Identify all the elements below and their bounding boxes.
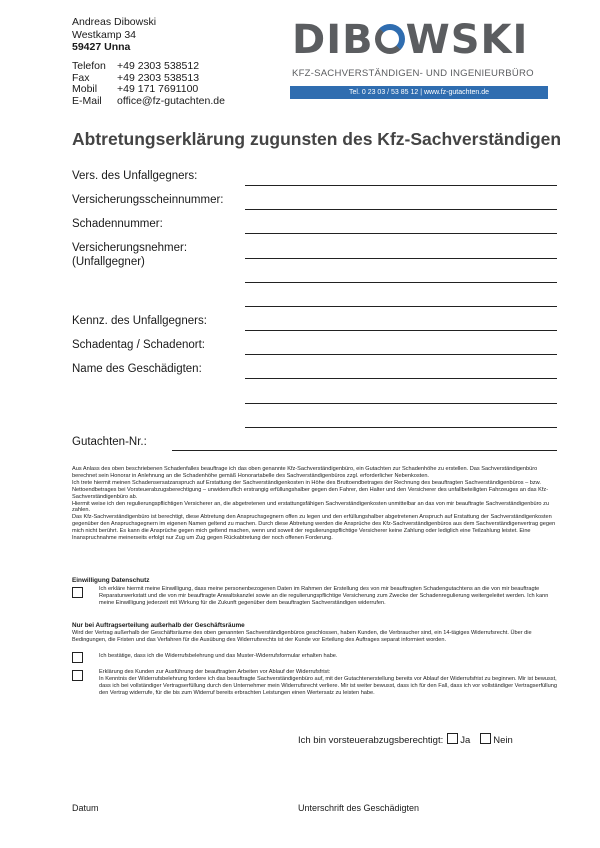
- sender-name: Andreas Dibowski: [72, 16, 157, 28]
- contact-fax: Fax +49 2303 538513: [72, 71, 200, 84]
- signature-label: Unterschrift des Geschädigten: [298, 803, 420, 813]
- field-line-insurer[interactable]: [245, 185, 557, 186]
- paragraph-commission: Aus Anlass des oben beschriebenen Schadenfalles beauftrage ich das oben genannte Kfz-Sachverständigenbüro, ein Gutachten zur Schadenhöhe zu erstellen. Das Sachverständigenbüro berechnet sein Honorar in Anlehnung an die Schadenhöhe gemäß Honorartabelle des Sachverständigenbüros zzgl. erforderlicher Nebenkosten.: [72, 466, 538, 479]
- field-line-injured-name-2[interactable]: [245, 403, 557, 404]
- early-start-text: [99, 669, 557, 697]
- field-label-insurer: Vers. des Unfallgegners:: [72, 170, 198, 182]
- field-line-policyholder-3[interactable]: [245, 306, 557, 307]
- field-line-injured-name-1[interactable]: [245, 378, 557, 379]
- field-label-claim-number: Schadennummer:: [72, 218, 163, 230]
- consent-checkbox[interactable]: [72, 587, 83, 598]
- sender-street: Westkamp 34: [72, 28, 136, 41]
- offsite-intro: Wird der Vertrag außerhalb der Geschäftsräume des oben genannten Sachverständigenbüros geschlossen, haben Kunden, die Verbraucher sind, ein 14-tägiges Widerrufsrecht. Über die Bedingungen, die Fristen und das Verfahren für die Ausübung des Widerrufsrechts ist der Kunde vor Erteilung des Auftrages separat informiert worden.: [72, 630, 532, 643]
- paragraph-assignment: Ich trete hiermit meinen Schadensersatzanspruch auf Erstattung der Sachverständigenkosten in Höhe des Bruttoendbetrages der Rechnung des beauftragten Sachverständigenbüros – bzw. Nettoendbetrages bei Vorsteuerabzugsberechtigung – unwiderruflich erstrangig erfüllungshalber gegen den Fahrer, den Halter und den Versicherer des unfallbeteiligten Fahrzeuges an das Kfz-Sachverständigenbüro ab.: [72, 479, 549, 500]
- early-start-body: In Kenntnis der Widerrufsbelehrung fordere ich das beauftragte Sachverständigenbüro auf, mit der Gutachtenerstellung bereits vor Ablauf der Widerrufsfrist zu beginnen. Mir ist bewusst, dass ich bei vollständiger Vertragserfüllung durch den Unternehmer mein Widerrufsrecht verliere. Mir ist weiter bewusst, dass ich für den Fall, dass ich vor vollständiger Vertragserfüllung den Vertrag widerrufe, für die bis zum Widerruf bereits erbrachten Leistungen einen Wertersatz zu leisten habe.: [99, 675, 557, 696]
- contact-email: E-Mail office@fz-gutachten.de: [72, 94, 225, 107]
- sender-contacts: [72, 61, 225, 107]
- field-line-report-number[interactable]: [172, 450, 557, 451]
- early-start-title: Erklärung des Kunden zur Ausführung der beauftragten Arbeiten vor Ablauf der Widerrufsfrist:: [99, 669, 331, 675]
- vat-no-label: Nein: [493, 735, 513, 746]
- logo-wordmark: DIB WSKI: [292, 17, 529, 63]
- sender-city: 59427 Unna: [72, 41, 131, 54]
- vat-question: Ich bin vorsteuerabzugsberechtigt: Ja Nein: [298, 735, 513, 746]
- field-label-injured-name: Name des Geschädigten:: [72, 363, 202, 375]
- field-line-date-place[interactable]: [245, 354, 557, 355]
- field-label-report-number: Gutachten-Nr.:: [72, 436, 147, 448]
- field-label-opponent: (Unfallgegner): [72, 256, 145, 268]
- field-line-plate[interactable]: [245, 330, 557, 331]
- consent-text: Ich erkläre hiermit meine Einwilligung, dass meine personenbezogenen Daten im Rahmen der Erstellung des von mir beauftragten Schadengutachtens an die von mir beauftragte Reparaturwerkstatt und die von mir beauftragte Anwaltskanzlei sowie an die regulierungspflichtige Versicherung zum Zwecke der Schadenregulierung weitergeleitet werden. Ich kann meine Einwilligung jederzeit mit Wirkung für die Zukunft gegenüber dem beauftragten Sachverständigen widerrufen.: [99, 586, 549, 606]
- contact-mobile: Mobil +49 171 7691100: [72, 83, 199, 96]
- contact-phone: Telefon +49 2303 538512: [72, 60, 200, 72]
- field-line-policyholder-1[interactable]: [245, 258, 557, 259]
- page-title: Abtretungserklärung zugunsten des Kfz-Sachverständigen: [72, 129, 562, 149]
- field-label-policyholder: Versicherungsnehmer:: [72, 242, 188, 254]
- field-label-policy-number: Versicherungsscheinnummer:: [72, 194, 224, 206]
- logo-contact-bar: Tel. 0 23 03 / 53 85 12 | www.fz-gutachten.de: [290, 86, 548, 99]
- vat-no-checkbox[interactable]: [480, 733, 491, 744]
- company-logo: [290, 17, 548, 102]
- logo-subtitle: KFZ-SACHVERSTÄNDIGEN- UND INGENIEURBÜRO: [292, 68, 534, 79]
- field-line-claim-number[interactable]: [245, 233, 557, 234]
- early-start-checkbox[interactable]: [72, 670, 83, 681]
- field-label-date-place: Schadentag / Schadenort:: [72, 339, 205, 351]
- date-label: Datum: [72, 803, 99, 813]
- field-line-policy-number[interactable]: [245, 209, 557, 210]
- withdrawal-info-text: Ich bestätige, dass ich die Widerrufsbelehrung und das Muster-Widerrufsformular erhalten habe.: [99, 653, 338, 659]
- logo-o-ring-icon: [375, 24, 405, 54]
- field-line-policyholder-2[interactable]: [245, 282, 557, 283]
- offsite-heading: Nur bei Auftragserteilung außerhalb der Geschäftsräume: [72, 622, 245, 629]
- withdrawal-info-checkbox[interactable]: [72, 652, 83, 663]
- paragraph-payment-instruction: Hiermit weise ich den regulierungspflichtigen Versicherer an, die abgetretenen und erstattungsfähigen Sachverständigenkosten unmittelbar an das von mir beauftragte Sachverständigenbüro zu zahlen.: [72, 500, 550, 514]
- field-line-injured-name-3[interactable]: [245, 427, 557, 428]
- legal-text: [72, 466, 558, 542]
- sender-address: [72, 16, 156, 54]
- vat-yes-label: Ja: [460, 735, 471, 746]
- consent-heading: Einwilligung Datenschutz: [72, 577, 150, 584]
- vat-yes-checkbox[interactable]: [447, 733, 458, 744]
- paragraph-rights: Das Kfz-Sachverständigenbüro ist berechtigt, diese Abtretung den Anspruchsgegnern offen zu legen und den erfüllungshalber abgetretenen Anspruch auf Erstattung der Sachverständigenkosten gegenüber den Anspruchsgegnern im eigenen Namen geltend zu machen. Durch diese Abtretung werden die Ansprüche des Kfz-Sachverständigenbüros aus dem Sachverständigenvertrag gegen mich nicht berührt. Es kann die Ansprüche gegen mich geltend machen, wenn und soweit der regulierungspflichtige Versicherer keine Zahlung oder lediglich eine Teilzahlung leistet. Eine Inanspruchnahme meinerseits erfolgt nur Zug um Zug gegen Rückabtretung der noch offenen Forderung.: [72, 514, 556, 542]
- field-label-plate: Kennz. des Unfallgegners:: [72, 315, 207, 327]
